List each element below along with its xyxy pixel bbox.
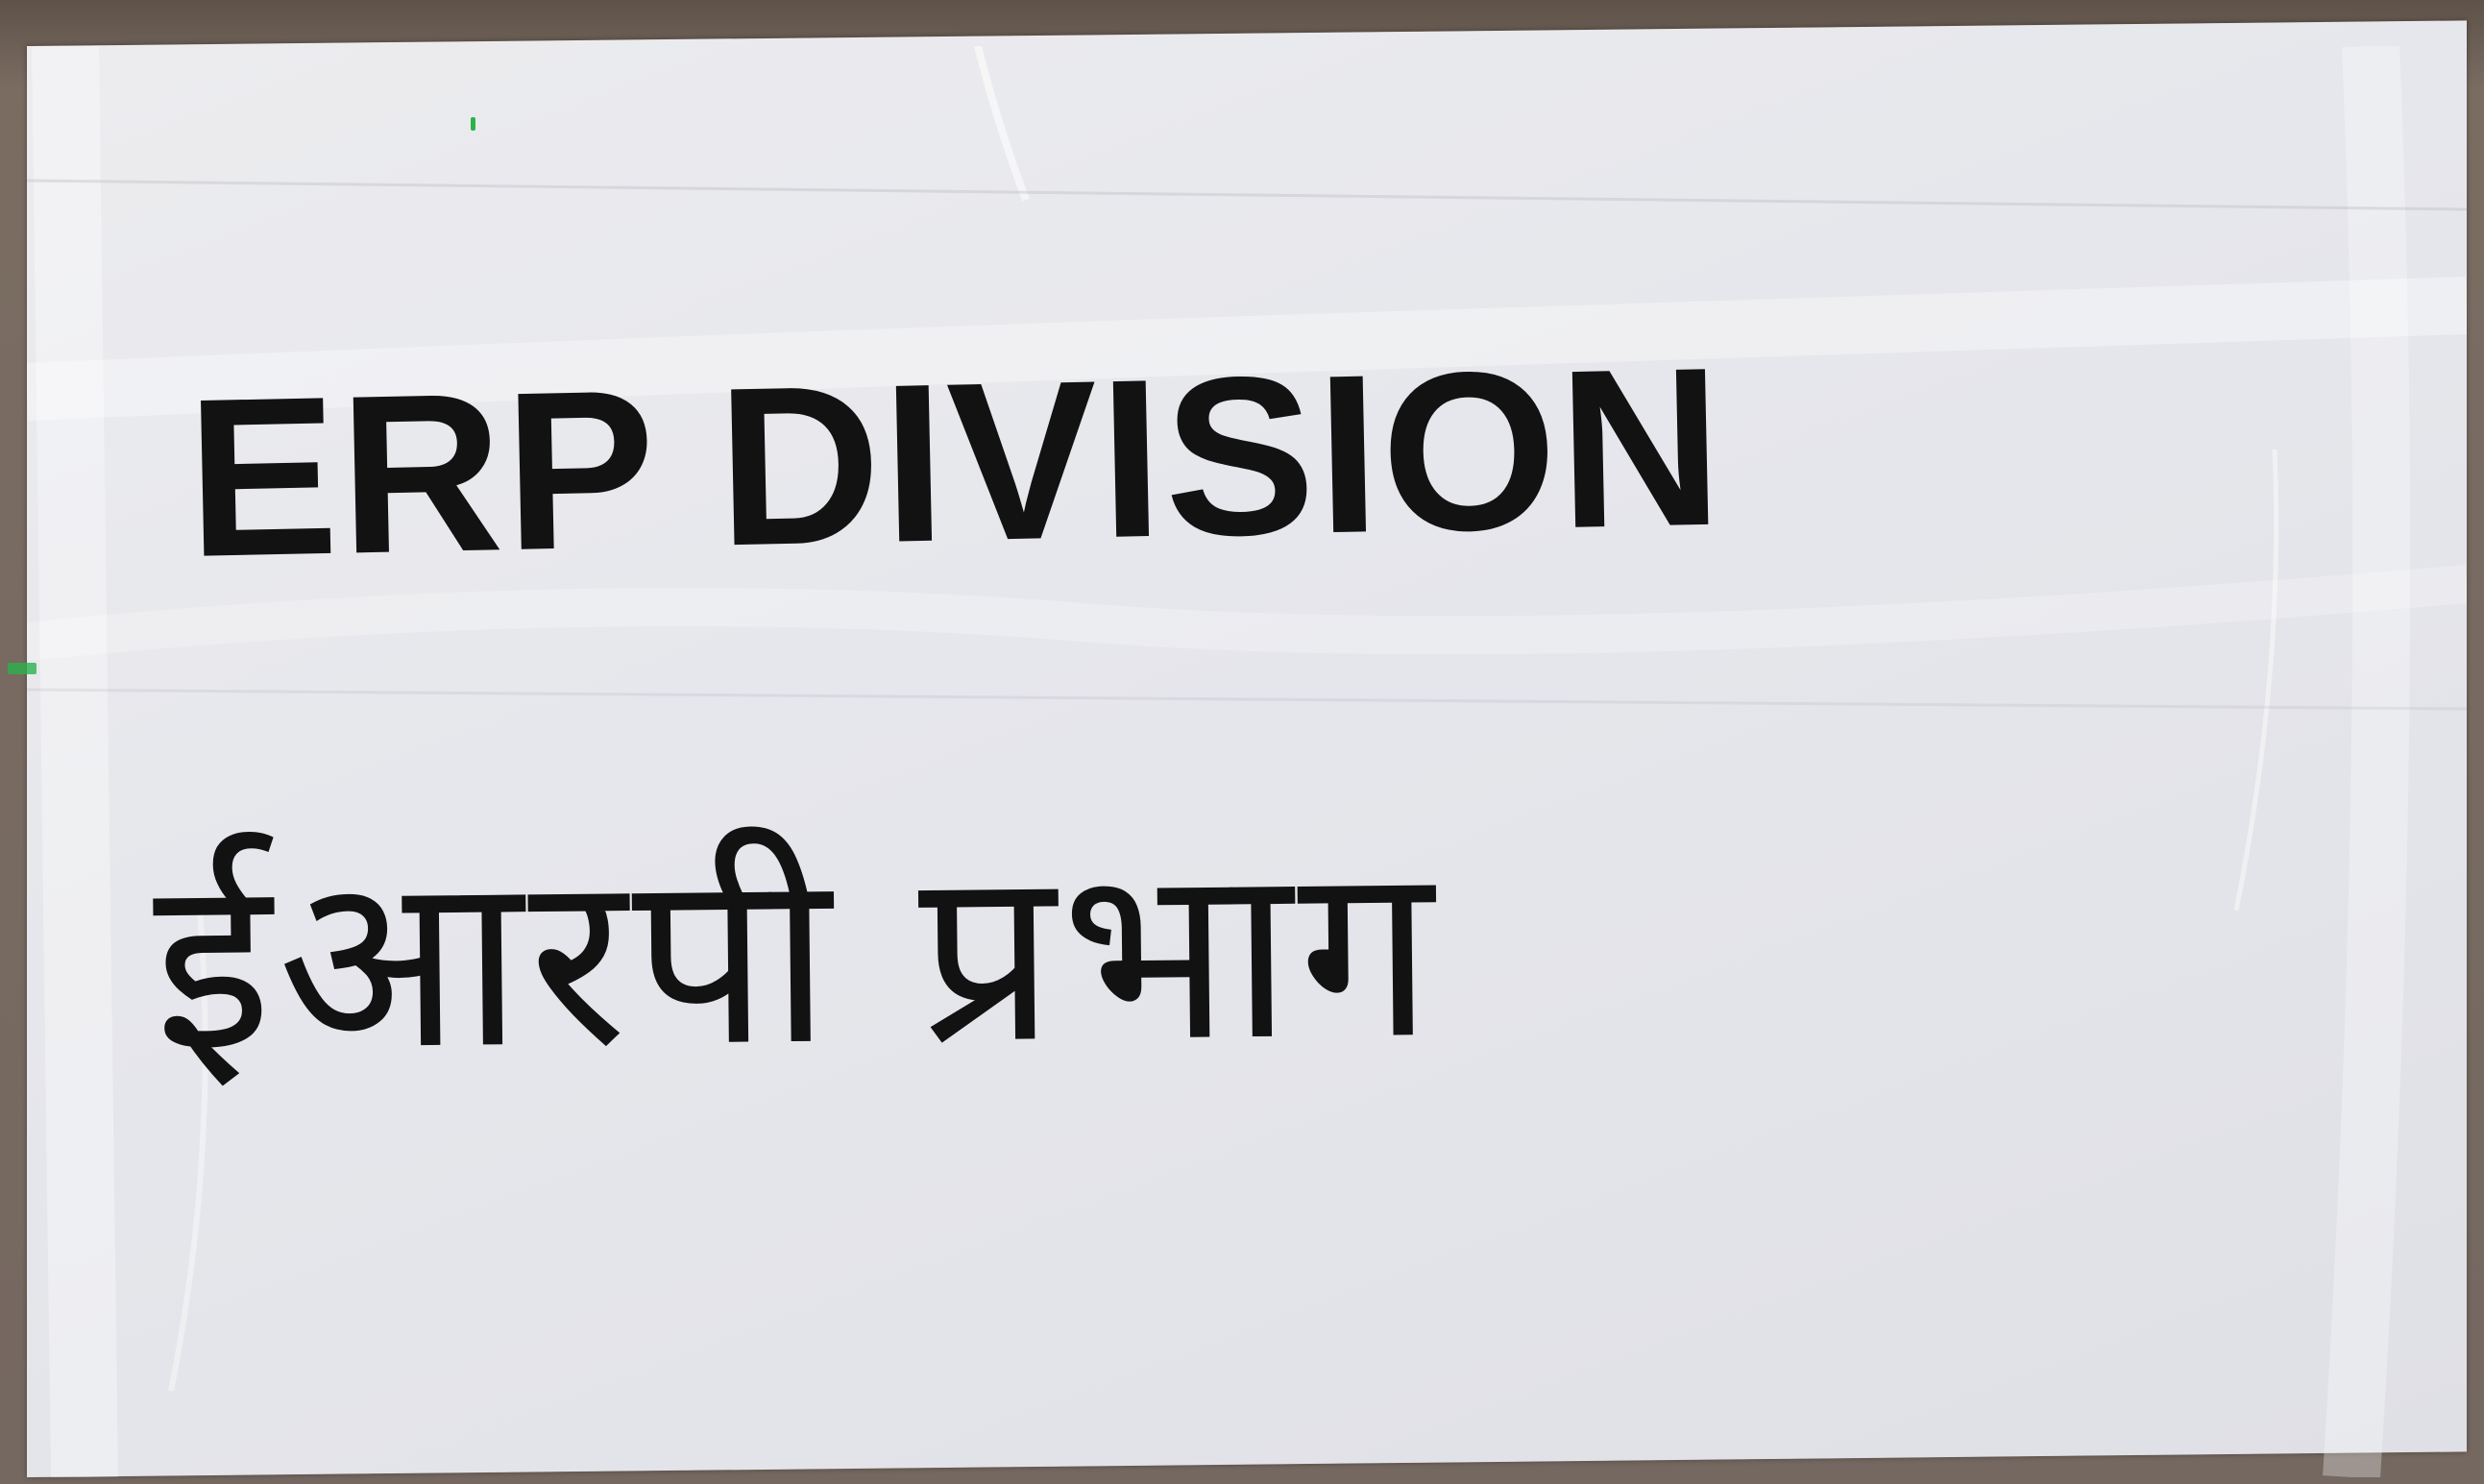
green-marker-smudge (8, 663, 37, 674)
sign-hindi-title: ईआरपी प्रभाग (152, 811, 1441, 1105)
sign-english-title: ERP DIVISION (184, 319, 1727, 604)
green-marker-tick (471, 117, 475, 131)
paper-sign (27, 20, 2467, 1477)
